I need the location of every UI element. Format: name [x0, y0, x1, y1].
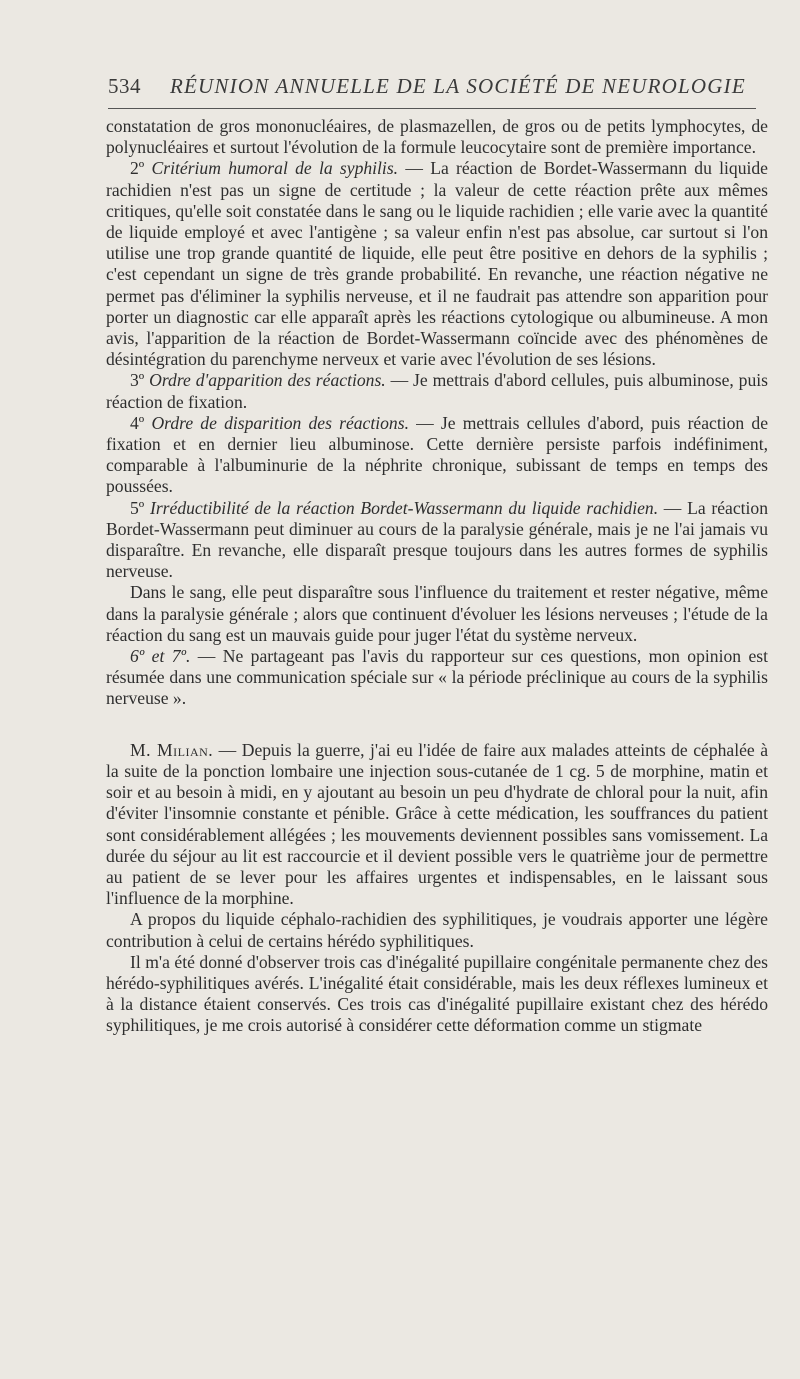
item-title-7: 6º et 7º. — [130, 646, 191, 667]
paragraph-3 — [106, 370, 768, 412]
paragraph-6: Dans le sang, elle peut disparaître sous l'influence du traitement et rester négative, même dans la paralysie générale ; alors que continuent d'évoluer les lésions nerveuses ; l'étude de la réaction du sang est un mauvais guide pour juger l'état du système nerveux. — [106, 582, 768, 645]
item-title-3: Ordre d'apparition des réactions. — [149, 370, 386, 391]
running-header — [108, 74, 758, 104]
item-body-3: — Je mettrais d'abord cellules, puis albuminose, puis réaction de fixation. — [106, 370, 768, 412]
paragraph-7 — [106, 646, 768, 710]
header-rule — [108, 108, 756, 109]
running-title: RÉUNION ANNUELLE DE LA SOCIÉTÉ DE NEUROLOGIE — [170, 74, 746, 98]
item-title-5: Irréductibilité de la réaction Bordet-Wassermann du liquide rachidien. — [149, 497, 659, 518]
item-number-5: 5º — [130, 497, 145, 518]
paragraph-8 — [106, 740, 768, 910]
paragraph-9: A propos du liquide céphalo-rachidien des syphilitiques, je voudrais apporter une légère contribution à celui de certains hérédo syphilitiques. — [106, 909, 768, 951]
item-body-7: — Ne partageant pas l'avis du rapporteur sur ces questions, mon opinion est résumée dans une communication spéciale sur « la période préclinique au cours de la syphilis nerveuse ». — [106, 646, 768, 709]
paragraph-5 — [106, 498, 768, 583]
section-gap — [106, 710, 768, 740]
item-body-5: — La réaction Bordet-Wassermann peut diminuer au cours de la paralysie générale, mais je ne l'ai jamais vu disparaître. En revanche, elle disparaît presque toujours dans les autres formes de syphilis nerveuse. — [106, 497, 768, 582]
body-text — [106, 116, 768, 1037]
page-number: 534 — [108, 74, 141, 98]
paragraph-4 — [106, 413, 768, 498]
item-title-2: Critérium humoral de la syphilis. — [151, 158, 399, 179]
item-number-2: 2º — [130, 158, 145, 179]
item-number-4: 4º — [130, 412, 145, 433]
speaker-name: M. Milian. — [130, 739, 214, 760]
paragraph-10: Il m'a été donné d'observer trois cas d'inégalité pupillaire congénitale permanente chez des hérédo-syphilitiques avérés. L'inégalité était considérable, mais les deux réflexes lumineux et à la distance étaient conservés. Ces trois cas d'inégalité pupillaire existant chez des hérédo syphilitiques, je me crois autorisé à considérer cette déformation comme un stigmate — [106, 951, 768, 1036]
paragraph-2 — [106, 158, 768, 370]
speaker-body: — Depuis la guerre, j'ai eu l'idée de faire aux malades atteints de céphalée à la suite de la ponction lombaire une injection sous-cutanée de 1 cg. 5 de morphine, matin et soir et au besoin à midi, en y ajoutant au besoin un peu d'hydrate de chloral pour la nuit, afin d'éviter l'insomnie constante et pénible. Grâce à cette médication, les souffrances du patient sont considérablement allégées ; les mouvements deviennent possibles sans vomissement. La durée du séjour au lit est raccourcie et il devient possible vers le quatrième jour de permettre au patient de se lever pour les affaires urgentes et indispensables, en le laissant sous l'influence de la morphine. — [106, 739, 769, 909]
item-body-2: — La réaction de Bordet-Wassermann du liquide rachidien n'est pas un signe de certitude ; la valeur de cette réaction prête aux mêmes critiques, qu'elle soit constatée dans le sang ou le liquide rachidien ; elle varie avec la quantité de liquide employé et avec l'antigène ; sa valeur enfin n'est pas absolue, car surtout si l'on utilise une trop grande quantité de liquide, elle peut être positive en dehors de la syphilis ; c'est cependant un signe de très grande probabilité. En revanche, une réaction négative ne permet pas d'éliminer la syphilis nerveuse, et il ne faudrait pas attendre son apparition pour porter un diagnostic car elle apparaît après les réactions cytologique ou albumineuse. A mon avis, l'apparition de la réaction de Bordet-Wassermann coïncide avec des phénomènes de désintégration du parenchyme nerveux et varie avec l'évolution de ses lésions. — [106, 158, 768, 370]
item-title-4: Ordre de disparition des réactions. — [151, 412, 409, 433]
item-body-4: — Je mettrais cellules d'abord, puis réaction de fixation et en dernier lieu albuminose. Cette dernière persiste parfois indéfiniment, comparable à l'albuminurie de la néphrite chronique, subissant de temps en temps des poussées. — [106, 412, 768, 497]
paragraph-1: constatation de gros mononucléaires, de plasmazellen, de gros ou de petits lymphocytes, de polynucléaires et surtout l'évolution de la formule leucocytaire sont de première importance. — [106, 116, 768, 158]
item-number-3: 3º — [130, 370, 145, 391]
